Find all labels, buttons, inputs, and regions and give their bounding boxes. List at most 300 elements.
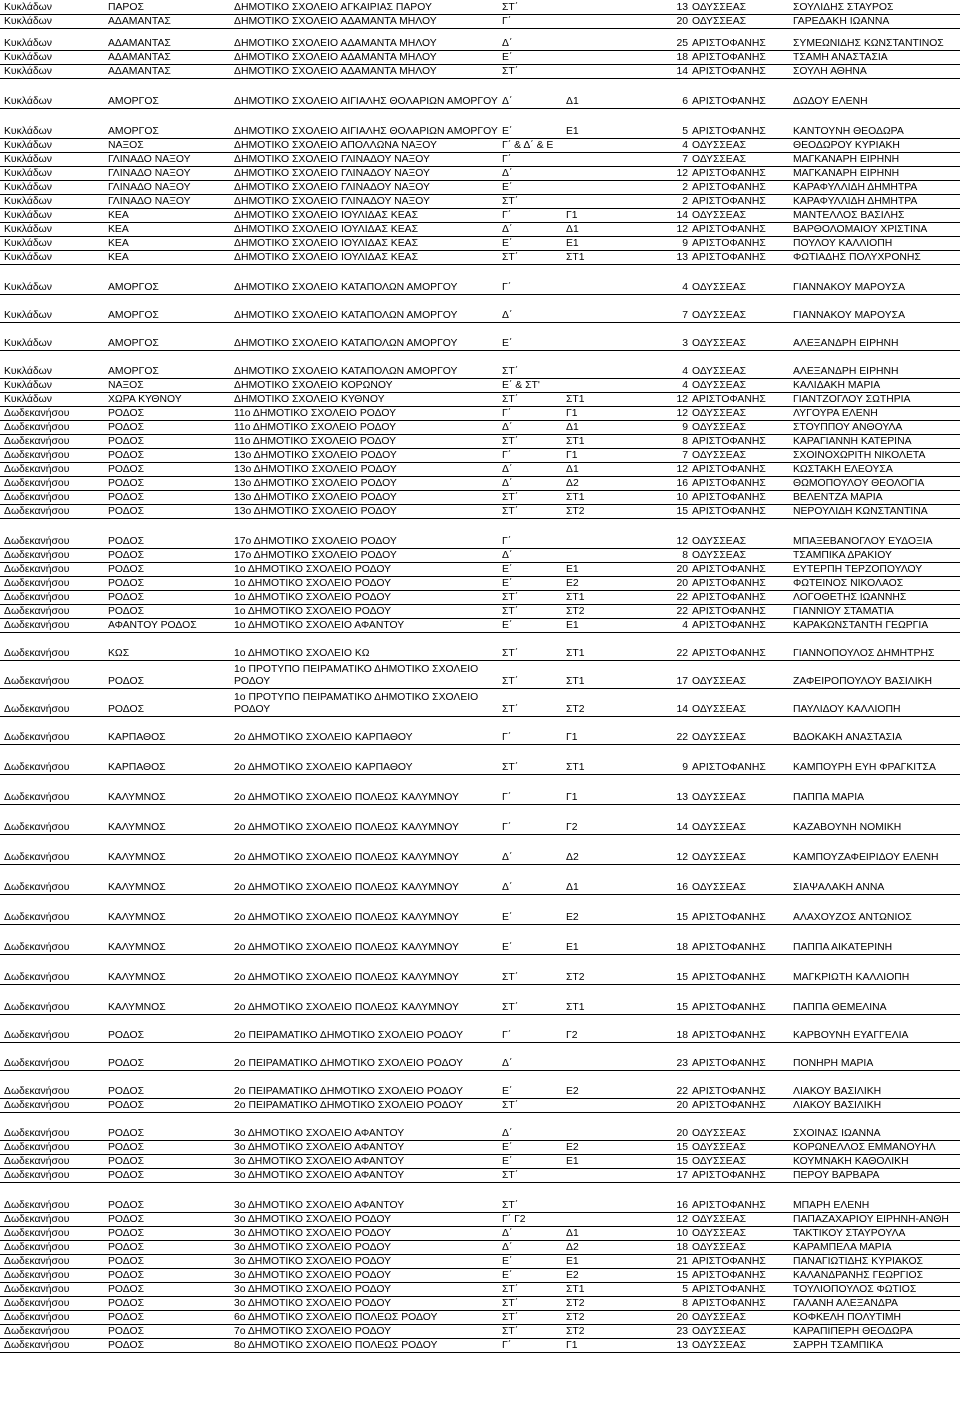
class-text: Γ΄ Γ2 — [502, 1213, 526, 1225]
teacher-text: ΛΟΓΟΘΕΤΗΣ ΙΩΑΝΝΗΣ — [793, 591, 907, 603]
cell-book — [690, 1339, 791, 1352]
cell-teacher — [791, 925, 959, 954]
cell-section — [564, 1015, 614, 1042]
region-text: Δωδεκανήσου — [4, 1029, 70, 1041]
cell-class — [500, 51, 564, 64]
class-text: ΣΤ΄ — [502, 1, 519, 13]
table-row — [0, 393, 960, 407]
students-text: 4 — [682, 365, 688, 377]
cell-region — [2, 1241, 106, 1254]
cell-teacher — [791, 985, 959, 1014]
book-text: ΑΡΙΣΤΟΦΑΝΗΣ — [692, 37, 766, 49]
cell-teacher — [791, 393, 959, 406]
school-text: 1ο ΠΡΟΤΥΠΟ ΠΕΙΡΑΜΑΤΙΚΟ ΔΗΜΟΤΙΚΟ ΣΧΟΛΕΙΟ ΡΟΔΟΥ — [234, 664, 479, 687]
class-text: Γ΄ — [502, 731, 512, 743]
class-text: Γ΄ — [502, 209, 512, 221]
cell-section — [564, 591, 614, 604]
cell-city — [106, 1043, 232, 1070]
cell-book — [690, 591, 791, 604]
city-text: ΡΟΔΟΣ — [108, 1127, 145, 1139]
cell-school — [232, 1071, 500, 1098]
cell-city — [106, 167, 232, 180]
region-text: Δωδεκανήσου — [4, 421, 70, 433]
students-text: 25 — [676, 37, 688, 49]
students-text: 9 — [682, 761, 688, 773]
class-text: ΣΤ΄ — [502, 1283, 519, 1295]
students-text: 22 — [676, 1085, 688, 1097]
cell-students — [614, 1297, 690, 1310]
cell-book — [690, 393, 791, 406]
cell-region — [2, 549, 106, 562]
cell-section — [564, 491, 614, 504]
cell-city — [106, 1325, 232, 1338]
cell-book — [690, 865, 791, 894]
region-text: Κυκλάδων — [4, 15, 52, 27]
cell-students — [614, 577, 690, 590]
region-text: Δωδεκανήσου — [4, 619, 70, 631]
cell-class — [500, 1113, 564, 1140]
table-row — [0, 1255, 960, 1269]
region-text: Δωδεκανήσου — [4, 1255, 70, 1267]
cell-city — [106, 1099, 232, 1112]
class-text: Γ΄ — [502, 791, 512, 803]
cell-book — [690, 775, 791, 804]
cell-section — [564, 79, 614, 108]
school-text: ΔΗΜΟΤΙΚΟ ΣΧΟΛΕΙΟ ΑΓΚΑΙΡΙΑΣ ΠΑΡΟΥ — [234, 1, 432, 13]
school-text: 3ο ΔΗΜΟΤΙΚΟ ΣΧΟΛΕΙΟ ΡΟΔΟΥ — [234, 1213, 392, 1225]
cell-students — [614, 295, 690, 322]
school-text: ΔΗΜΟΤΙΚΟ ΣΧΟΛΕΙΟ ΙΟΥΛΙΔΑΣ ΚΕΑΣ — [234, 237, 418, 249]
teacher-text: ΓΙΑΝΤΖΟΓΛΟΥ ΣΩΤΗΡΙΑ — [793, 393, 911, 405]
book-text: ΟΔΥΣΣΕΑΣ — [692, 1213, 747, 1225]
region-text: Δωδεκανήσου — [4, 449, 70, 461]
cell-book — [690, 181, 791, 194]
cell-teacher — [791, 379, 959, 392]
cell-class — [500, 407, 564, 420]
cell-class — [500, 1241, 564, 1254]
class-text: Ε΄ — [502, 1155, 513, 1167]
teacher-text: ΜΑΓΚΑΝΑΡΗ ΕΙΡΗΝΗ — [793, 167, 900, 179]
school-text: 3ο ΔΗΜΟΤΙΚΟ ΣΧΟΛΕΙΟ ΑΦΑΝΤΟΥ — [234, 1169, 405, 1181]
class-text: Δ΄ — [502, 95, 513, 107]
city-text: ΡΟΔΟΣ — [108, 1339, 145, 1351]
cell-book — [690, 745, 791, 774]
book-text: ΑΡΙΣΤΟΦΑΝΗΣ — [692, 435, 766, 447]
cell-class — [500, 895, 564, 924]
school-text: 2ο ΔΗΜΟΤΙΚΟ ΣΧΟΛΕΙΟ ΠΟΛΕΩΣ ΚΑΛΥΜΝΟΥ — [234, 911, 459, 923]
region-text: Κυκλάδων — [4, 195, 52, 207]
cell-class — [500, 237, 564, 250]
cell-section — [564, 1, 614, 14]
cell-book — [690, 1325, 791, 1338]
class-text: ΣΤ΄ — [502, 1325, 519, 1337]
cell-school — [232, 79, 500, 108]
teacher-text: ΣΧΟΙΝΑΣ ΙΩΑΝΝΑ — [793, 1127, 881, 1139]
cell-teacher — [791, 865, 959, 894]
school-text: ΔΗΜΟΤΙΚΟ ΣΧΟΛΕΙΟ ΓΛΙΝΑΔΟΥ ΝΑΞΟΥ — [234, 181, 430, 193]
cell-city — [106, 181, 232, 194]
students-text: 20 — [676, 15, 688, 27]
cell-region — [2, 251, 106, 264]
cell-class — [500, 1141, 564, 1154]
teacher-text: ΒΕΛΕΝΤΖΑ ΜΑΡΙΑ — [793, 491, 883, 503]
section-text: Ε1 — [566, 237, 579, 249]
cell-school — [232, 407, 500, 420]
section-text: Ε2 — [566, 577, 579, 589]
table-row — [0, 109, 960, 139]
cell-school — [232, 619, 500, 632]
cell-school — [232, 393, 500, 406]
class-text: Ε΄ & ΣΤ' — [502, 379, 540, 391]
cell-city — [106, 351, 232, 378]
cell-school — [232, 563, 500, 576]
city-text: ΚΑΛΥΜΝΟΣ — [108, 971, 166, 983]
cell-book — [690, 379, 791, 392]
cell-school — [232, 661, 500, 688]
table-row — [0, 79, 960, 109]
city-text: ΑΜΟΡΓΟΣ — [108, 337, 159, 349]
cell-class — [500, 1283, 564, 1296]
region-text: Δωδεκανήσου — [4, 435, 70, 447]
section-text: Δ1 — [566, 1227, 579, 1239]
students-text: 7 — [682, 309, 688, 321]
region-text: Δωδεκανήσου — [4, 1155, 70, 1167]
cell-section — [564, 1113, 614, 1140]
book-text: ΟΔΥΣΣΕΑΣ — [692, 153, 747, 165]
section-text: Ε2 — [566, 1269, 579, 1281]
students-text: 13 — [676, 1339, 688, 1351]
cell-teacher — [791, 323, 959, 350]
teacher-text: ΚΑΡΑΦΥΛΛΙΔΗ ΔΗΜΗΤΡΑ — [793, 195, 918, 207]
teacher-text: ΠΑΠΠΑ ΑΙΚΑΤΕΡΙΝΗ — [793, 941, 893, 953]
region-text: Δωδεκανήσου — [4, 941, 70, 953]
cell-teacher — [791, 1241, 959, 1254]
cell-school — [232, 1311, 500, 1324]
cell-region — [2, 295, 106, 322]
section-text: Ε1 — [566, 125, 579, 137]
cell-section — [564, 1141, 614, 1154]
region-text: Δωδεκανήσου — [4, 491, 70, 503]
cell-city — [106, 1155, 232, 1168]
cell-school — [232, 237, 500, 250]
cell-region — [2, 51, 106, 64]
book-text: ΑΡΙΣΤΟΦΑΝΗΣ — [692, 1169, 766, 1181]
class-text: Ε΄ — [502, 125, 513, 137]
students-text: 4 — [682, 281, 688, 293]
book-text: ΑΡΙΣΤΟΦΑΝΗΣ — [692, 1001, 766, 1013]
cell-school — [232, 955, 500, 984]
cell-class — [500, 265, 564, 294]
cell-region — [2, 1283, 106, 1296]
cell-city — [106, 195, 232, 208]
cell-school — [232, 265, 500, 294]
table-row — [0, 1339, 960, 1353]
cell-teacher — [791, 661, 959, 688]
cell-region — [2, 1141, 106, 1154]
teacher-text: ΚΑΡΑΠΙΠΕΡΗ ΘΕΟΔΩΡΑ — [793, 1325, 913, 1337]
cell-teacher — [791, 195, 959, 208]
table-row — [0, 167, 960, 181]
cell-class — [500, 805, 564, 834]
cell-book — [690, 237, 791, 250]
cell-teacher — [791, 1155, 959, 1168]
cell-book — [690, 717, 791, 744]
book-text: ΟΔΥΣΣΕΑΣ — [692, 379, 747, 391]
cell-teacher — [791, 775, 959, 804]
students-text: 20 — [676, 1099, 688, 1111]
region-text: Δωδεκανήσου — [4, 1339, 70, 1351]
section-text: Γ2 — [566, 1029, 578, 1041]
section-text: Γ1 — [566, 407, 578, 419]
cell-city — [106, 745, 232, 774]
book-text: ΑΡΙΣΤΟΦΑΝΗΣ — [692, 563, 766, 575]
class-text: Ε΄ — [502, 1141, 513, 1153]
cell-class — [500, 1339, 564, 1352]
region-text: Δωδεκανήσου — [4, 1099, 70, 1111]
teacher-text: ΚΑΡΒΟΥΝΗ ΕΥΑΓΓΕΛΙΑ — [793, 1029, 909, 1041]
section-text: Δ2 — [566, 477, 579, 489]
region-text: Δωδεκανήσου — [4, 563, 70, 575]
cell-class — [500, 1183, 564, 1212]
book-text: ΑΡΙΣΤΟΦΑΝΗΣ — [692, 941, 766, 953]
cell-city — [106, 1241, 232, 1254]
city-text: ΡΟΔΟΣ — [108, 1297, 145, 1309]
school-text: 3ο ΔΗΜΟΤΙΚΟ ΣΧΟΛΕΙΟ ΑΦΑΝΤΟΥ — [234, 1199, 405, 1211]
table-row — [0, 1099, 960, 1113]
cell-students — [614, 1155, 690, 1168]
region-text: Δωδεκανήσου — [4, 971, 70, 983]
school-text: 1ο ΔΗΜΟΤΙΚΟ ΣΧΟΛΕΙΟ ΑΦΑΝΤΟΥ — [234, 619, 405, 631]
cell-region — [2, 449, 106, 462]
students-text: 17 — [676, 675, 688, 687]
teacher-text: ΣΙΑΨΑΛΑΚΗ ΑΝΝΑ — [793, 881, 885, 893]
cell-class — [500, 167, 564, 180]
cell-section — [564, 181, 614, 194]
cell-school — [232, 463, 500, 476]
school-text: 3ο ΔΗΜΟΤΙΚΟ ΣΧΟΛΕΙΟ ΡΟΔΟΥ — [234, 1241, 392, 1253]
cell-region — [2, 1311, 106, 1324]
students-text: 2 — [682, 195, 688, 207]
teacher-text: ΚΑΡΑΓΙΑΝΝΗ ΚΑΤΕΡΙΝΑ — [793, 435, 912, 447]
city-text: ΡΟΔΟΣ — [108, 1213, 145, 1225]
cell-teacher — [791, 477, 959, 490]
cell-class — [500, 689, 564, 716]
cell-city — [106, 1183, 232, 1212]
cell-region — [2, 925, 106, 954]
school-text: ΔΗΜΟΤΙΚΟ ΣΧΟΛΕΙΟ ΑΙΓΙΑΛΗΣ ΘΟΛΑΡΙΩΝ ΑΜΟΡΓΟΥ — [234, 95, 498, 107]
cell-students — [614, 393, 690, 406]
class-text: ΣΤ΄ — [502, 1001, 519, 1013]
cell-class — [500, 775, 564, 804]
cell-book — [690, 1255, 791, 1268]
section-text: ΣΤ1 — [566, 761, 585, 773]
cell-city — [106, 717, 232, 744]
class-text: ΣΤ΄ — [502, 761, 519, 773]
cell-section — [564, 865, 614, 894]
cell-section — [564, 1311, 614, 1324]
cell-teacher — [791, 717, 959, 744]
cell-section — [564, 209, 614, 222]
region-text: Δωδεκανήσου — [4, 591, 70, 603]
cell-teacher — [791, 1015, 959, 1042]
cell-teacher — [791, 435, 959, 448]
cell-teacher — [791, 1311, 959, 1324]
cell-students — [614, 985, 690, 1014]
table-row — [0, 1169, 960, 1183]
cell-section — [564, 689, 614, 716]
cell-city — [106, 835, 232, 864]
cell-region — [2, 65, 106, 78]
cell-book — [690, 805, 791, 834]
cell-school — [232, 605, 500, 618]
cell-book — [690, 1269, 791, 1282]
city-text: ΚΑΛΥΜΝΟΣ — [108, 1001, 166, 1013]
region-text: Δωδεκανήσου — [4, 1213, 70, 1225]
cell-region — [2, 351, 106, 378]
cell-students — [614, 435, 690, 448]
school-text: 17ο ΔΗΜΟΤΙΚΟ ΣΧΟΛΕΙΟ ΡΟΔΟΥ — [234, 549, 397, 561]
teacher-text: ΓΙΑΝΝΙΟΥ ΣΤΑΜΑΤΙΑ — [793, 605, 894, 617]
cell-section — [564, 577, 614, 590]
cell-teacher — [791, 1141, 959, 1154]
book-text: ΟΔΥΣΣΕΑΣ — [692, 15, 747, 27]
city-text: ΡΟΔΟΣ — [108, 1141, 145, 1153]
cell-teacher — [791, 835, 959, 864]
cell-students — [614, 1227, 690, 1240]
school-text: 11ο ΔΗΜΟΤΙΚΟ ΣΧΟΛΕΙΟ ΡΟΔΟΥ — [234, 407, 397, 419]
cell-region — [2, 1169, 106, 1182]
cell-students — [614, 1015, 690, 1042]
region-text: Δωδεκανήσου — [4, 647, 70, 659]
section-text: ΣΤ1 — [566, 251, 585, 263]
cell-teacher — [791, 1297, 959, 1310]
cell-book — [690, 895, 791, 924]
school-text: 7ο ΔΗΜΟΤΙΚΟ ΣΧΟΛΕΙΟ ΡΟΔΟΥ — [234, 1325, 392, 1337]
school-text: ΔΗΜΟΤΙΚΟ ΣΧΟΛΕΙΟ ΑΔΑΜΑΝΤΑ ΜΗΛΟΥ — [234, 65, 437, 77]
cell-city — [106, 633, 232, 660]
class-text: ΣΤ΄ — [502, 647, 519, 659]
section-text: Γ2 — [566, 821, 578, 833]
cell-region — [2, 633, 106, 660]
cell-class — [500, 633, 564, 660]
city-text: ΚΑΡΠΑΘΟΣ — [108, 731, 166, 743]
cell-region — [2, 209, 106, 222]
cell-teacher — [791, 1099, 959, 1112]
book-text: ΑΡΙΣΤΟΦΑΝΗΣ — [692, 577, 766, 589]
cell-section — [564, 895, 614, 924]
cell-book — [690, 1113, 791, 1140]
table-row — [0, 1155, 960, 1169]
teacher-text: ΚΑΡΑΚΩΝΣΤΑΝΤΗ ΓΕΩΡΓΙΑ — [793, 619, 929, 631]
table-row — [0, 745, 960, 775]
region-text: Δωδεκανήσου — [4, 1241, 70, 1253]
cell-school — [232, 925, 500, 954]
cell-students — [614, 1283, 690, 1296]
table-row — [0, 65, 960, 79]
cell-region — [2, 1155, 106, 1168]
cell-section — [564, 1269, 614, 1282]
city-text: ΑΜΟΡΓΟΣ — [108, 365, 159, 377]
cell-teacher — [791, 223, 959, 236]
book-text: ΟΔΥΣΣΕΑΣ — [692, 139, 747, 151]
table-row — [0, 153, 960, 167]
class-text: Ε΄ — [502, 563, 513, 575]
class-text: ΣΤ΄ — [502, 1297, 519, 1309]
city-text: ΡΟΔΟΣ — [108, 463, 145, 475]
section-text: ΣΤ2 — [566, 505, 585, 517]
cell-region — [2, 519, 106, 548]
students-text: 7 — [682, 449, 688, 461]
cell-students — [614, 775, 690, 804]
cell-city — [106, 237, 232, 250]
cell-teacher — [791, 265, 959, 294]
region-text: Δωδεκανήσου — [4, 407, 70, 419]
cell-city — [106, 775, 232, 804]
cell-school — [232, 1099, 500, 1112]
city-text: ΑΔΑΜΑΝΤΑΣ — [108, 15, 171, 27]
school-text: 13ο ΔΗΜΟΤΙΚΟ ΣΧΟΛΕΙΟ ΡΟΔΟΥ — [234, 505, 397, 517]
section-text: ΣΤ1 — [566, 435, 585, 447]
cell-students — [614, 1, 690, 14]
table-row — [0, 1, 960, 15]
cell-region — [2, 563, 106, 576]
cell-class — [500, 955, 564, 984]
cell-students — [614, 265, 690, 294]
city-text: ΡΟΔΟΣ — [108, 1311, 145, 1323]
cell-section — [564, 421, 614, 434]
cell-students — [614, 925, 690, 954]
class-text: Ε΄ — [502, 1255, 513, 1267]
cell-class — [500, 195, 564, 208]
cell-city — [106, 563, 232, 576]
cell-teacher — [791, 519, 959, 548]
cell-city — [106, 223, 232, 236]
cell-book — [690, 79, 791, 108]
section-text: Ε1 — [566, 563, 579, 575]
cell-students — [614, 195, 690, 208]
cell-school — [232, 1141, 500, 1154]
table-row — [0, 351, 960, 379]
school-text: 2ο ΔΗΜΟΤΙΚΟ ΣΧΟΛΕΙΟ ΠΟΛΕΩΣ ΚΑΛΥΜΝΟΥ — [234, 1001, 459, 1013]
cell-students — [614, 717, 690, 744]
cell-book — [690, 1241, 791, 1254]
students-text: 16 — [676, 477, 688, 489]
cell-section — [564, 251, 614, 264]
school-text: 11ο ΔΗΜΟΤΙΚΟ ΣΧΟΛΕΙΟ ΡΟΔΟΥ — [234, 435, 397, 447]
city-text: ΓΛΙΝΑΔΟ ΝΑΞΟΥ — [108, 195, 191, 207]
region-text: Δωδεκανήσου — [4, 577, 70, 589]
class-text: ΣΤ΄ — [502, 491, 519, 503]
class-text: ΣΤ΄ — [502, 435, 519, 447]
region-text: Δωδεκανήσου — [4, 1001, 70, 1013]
cell-school — [232, 1227, 500, 1240]
city-text: ΡΟΔΟΣ — [108, 1057, 145, 1069]
cell-section — [564, 633, 614, 660]
region-text: Δωδεκανήσου — [4, 1141, 70, 1153]
table-row — [0, 139, 960, 153]
students-text: 12 — [676, 223, 688, 235]
cell-class — [500, 1071, 564, 1098]
cell-book — [690, 689, 791, 716]
city-text: ΡΟΔΟΣ — [108, 421, 145, 433]
cell-city — [106, 15, 232, 28]
cell-city — [106, 1255, 232, 1268]
cell-region — [2, 985, 106, 1014]
cell-section — [564, 1213, 614, 1226]
students-text: 18 — [676, 941, 688, 953]
cell-city — [106, 65, 232, 78]
cell-students — [614, 139, 690, 152]
